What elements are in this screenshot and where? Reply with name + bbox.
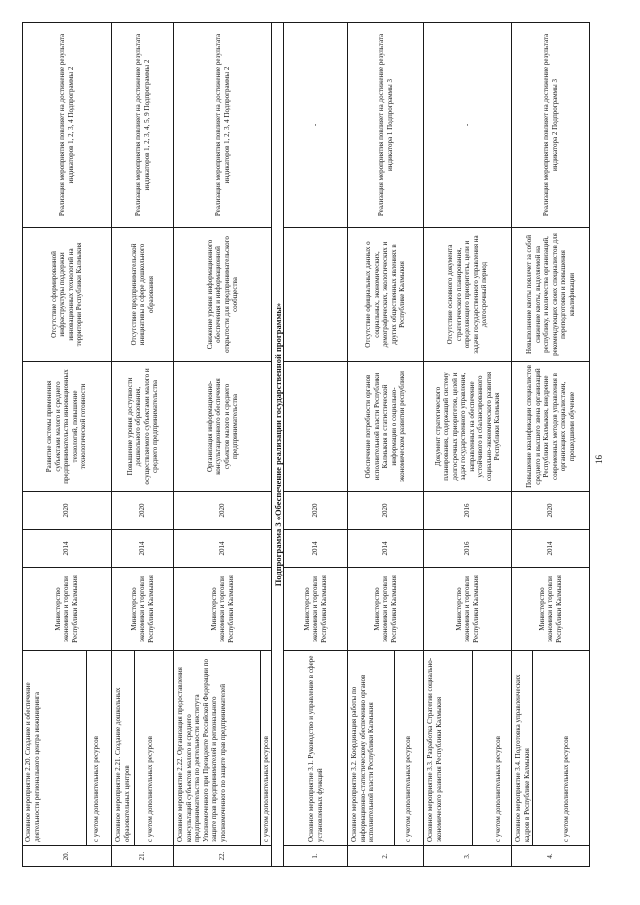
event-name: Основное мероприятие 3.3. Разработка Стратегии социально-экономического развития Республики Калмыкия: [426, 657, 443, 842]
row-number: 22.: [174, 845, 271, 867]
event-name: Основное мероприятие 2.20. Создание и обеспечение деятельности регионального центра инжиниринга: [24, 682, 41, 842]
event-cell: [174, 650, 271, 845]
program-table: [22, 22, 590, 867]
indicator-link: Реализация мероприятия повлияет на достижение результата индикаторов 1, 2, 3, 4 Подпрограммы 2: [174, 22, 271, 227]
sub-divider: [86, 651, 87, 845]
indicator-link: Реализация мероприятия повлияет на достижение результата индикатора 2 Подпрограммы 3: [512, 22, 589, 227]
executor: Министерство экономики и торговли Республики Калмыкия: [424, 567, 511, 650]
event-sub: с учетом дополнительных ресурсов: [494, 736, 502, 842]
end-year: 2020: [284, 491, 347, 529]
end-year: 2020: [348, 491, 423, 529]
end-year: 2020: [112, 491, 173, 529]
start-year: 2016: [424, 529, 511, 567]
table-row-20: [22, 22, 112, 867]
consequence: Отсутствие предпринимательской инициативы в сфере дошкольного образования: [112, 227, 173, 361]
table-row-21: [112, 22, 174, 867]
event-cell: [348, 650, 423, 845]
expected-result: Повышение квалификации специалистов среднего и высшего звена организаций Республики Калмыкия, внедрение современных методов управления в организациях специалистами, прошедшими обучение: [512, 361, 589, 491]
executor: Министерство экономики и торговли Республики Калмыкия: [112, 567, 173, 650]
indicator-link: Реализация мероприятия повлияет на достижение результата индикатора 1 Подпрограммы 3: [348, 22, 423, 227]
indicator-link: -: [424, 22, 511, 227]
end-year: 2020: [174, 491, 271, 529]
start-year: 2014: [512, 529, 589, 567]
row-number: 3.: [424, 845, 511, 867]
sub-divider: [134, 651, 135, 845]
event-cell: [512, 650, 589, 845]
table-row-4: [512, 22, 590, 867]
expected-result: Развитие системы применения субъектами малого и среднего предпринимательства инновационных технологий, повышение технологической готовности: [22, 361, 111, 491]
event-cell: [22, 650, 111, 845]
sub-divider: [260, 651, 261, 845]
consequence: [284, 227, 347, 361]
event-sub: с учетом дополнительных ресурсов: [262, 736, 270, 842]
executor: Министерство экономики и торговли Республики Калмыкия: [284, 567, 347, 650]
start-year: 2014: [174, 529, 271, 567]
row-number: 20.: [22, 845, 111, 867]
event-sub: с учетом дополнительных ресурсов: [562, 736, 570, 842]
sub-divider: [472, 651, 473, 845]
indicator-link: -: [284, 22, 347, 227]
end-year: 2016: [424, 491, 511, 529]
end-year: 2020: [22, 491, 111, 529]
executor: Министерство экономики и торговли Республики Калмыкия: [512, 567, 589, 650]
event-cell: [112, 650, 173, 845]
expected-result: [284, 361, 347, 491]
event-name: Основное мероприятие 2.21. Создание дошкольных образовательных центров: [114, 687, 131, 842]
consequence: Невыполнение квоты повлечет за собой снижение квоты, выделяемой на республику, и количества организаций, рекомендующих своих специалистов для переподготовки и повышения квалификации: [512, 227, 589, 361]
expected-result: Организация информационно-консультационного обеспечения субъектов малого и среднего предпринимательства: [174, 361, 271, 491]
consequence: Отсутствие официальных данных о социальных, экономических, демографических, экологических и других общественных явлениях в Республике Калмыкия: [348, 227, 423, 361]
start-year: 2014: [284, 529, 347, 567]
executor: Министерство экономики и торговли Республики Калмыкия: [348, 567, 423, 650]
event-name: Основное мероприятие 3.2. Координация работы по информационно-статистическому обеспечению органов исполнительной власти Республики Калмыкия: [350, 674, 375, 842]
expected-result: Документ стратегического планирования, содержащий систему долгосрочных приоритетов, целей и задач государственного управления, направленных на обеспечение устойчивого и сбалансированного социально-экономического развития Республики Калмыкия: [424, 361, 511, 491]
executor: Министерство экономики и торговли Республики Калмыкия: [22, 567, 111, 650]
row-number: 21.: [112, 845, 173, 867]
consequence: Отсутствие сформированной инфраструктуры поддержки инновационных технологий на территории Республики Калмыкия: [22, 227, 111, 361]
subprogram-header: [272, 22, 284, 867]
table-row-2: [348, 22, 424, 867]
row-number: 4.: [512, 845, 589, 867]
start-year: 2014: [112, 529, 173, 567]
event-name: Основное мероприятие 2.22. Организация предоставления консультаций субъектов малого и среднего предпринимательства по деятельности института Уполномоченного при Президенте Российской Федерации по защите прав предпринимателей и регионального уполномоченного по защите прав предпринимателей: [176, 658, 227, 842]
event-sub: с учетом дополнительных ресурсов: [92, 736, 100, 842]
start-year: 2014: [348, 529, 423, 567]
event-sub: с учетом дополнительных ресурсов: [404, 736, 412, 842]
end-year: 2020: [512, 491, 589, 529]
event-name: Основное мероприятие 3.4. Подготовка управленческих кадров в Республике Калмыкия: [514, 674, 531, 842]
indicator-link: Реализация мероприятия повлияет на достижение результата индикаторов 1, 2, 3, 4, 5, 9 Подпрограммы 2: [112, 22, 173, 227]
event-sub: с учетом дополнительных ресурсов: [146, 736, 154, 842]
expected-result: Повышение уровня доступности дошкольного образования, осуществляемого субъектами малого и среднего предпринимательства: [112, 361, 173, 491]
page-number: 16: [594, 455, 604, 464]
sub-divider: [532, 651, 533, 845]
row-number: 2.: [348, 845, 423, 867]
sub-divider: [394, 651, 395, 845]
consequence: Снижение уровня информационного обеспечения и информационной открытости для предпринимательского сообщества: [174, 227, 271, 361]
indicator-link: Реализация мероприятия повлияет на достижение результата индикаторов 1, 2, 3, 4 Подпрограммы 2: [22, 22, 111, 227]
expected-result: Обеспечение потребности органов исполнительной власти Республики Калмыкия в статистической информации о социально-экономическом развитии республики: [348, 361, 423, 491]
table-row-22: [174, 22, 272, 867]
consequence: Отсутствие основного документа стратегического планирования, определяющего приоритеты, цели и задачи государственного управления на долгосрочный период: [424, 227, 511, 361]
executor: Министерство экономики и торговли Республики Калмыкия: [174, 567, 271, 650]
table-row-1: [284, 22, 348, 867]
subprogram-title: Подпрограмма 3 «Обеспечение реализации государственной программы»: [272, 22, 283, 867]
row-number: 1.: [284, 845, 347, 867]
start-year: 2014: [22, 529, 111, 567]
event-name: Основное мероприятие 3.1. Руководство и управление в сфере установленных функций: [284, 650, 347, 845]
table-row-3: [424, 22, 512, 867]
event-cell: [424, 650, 511, 845]
